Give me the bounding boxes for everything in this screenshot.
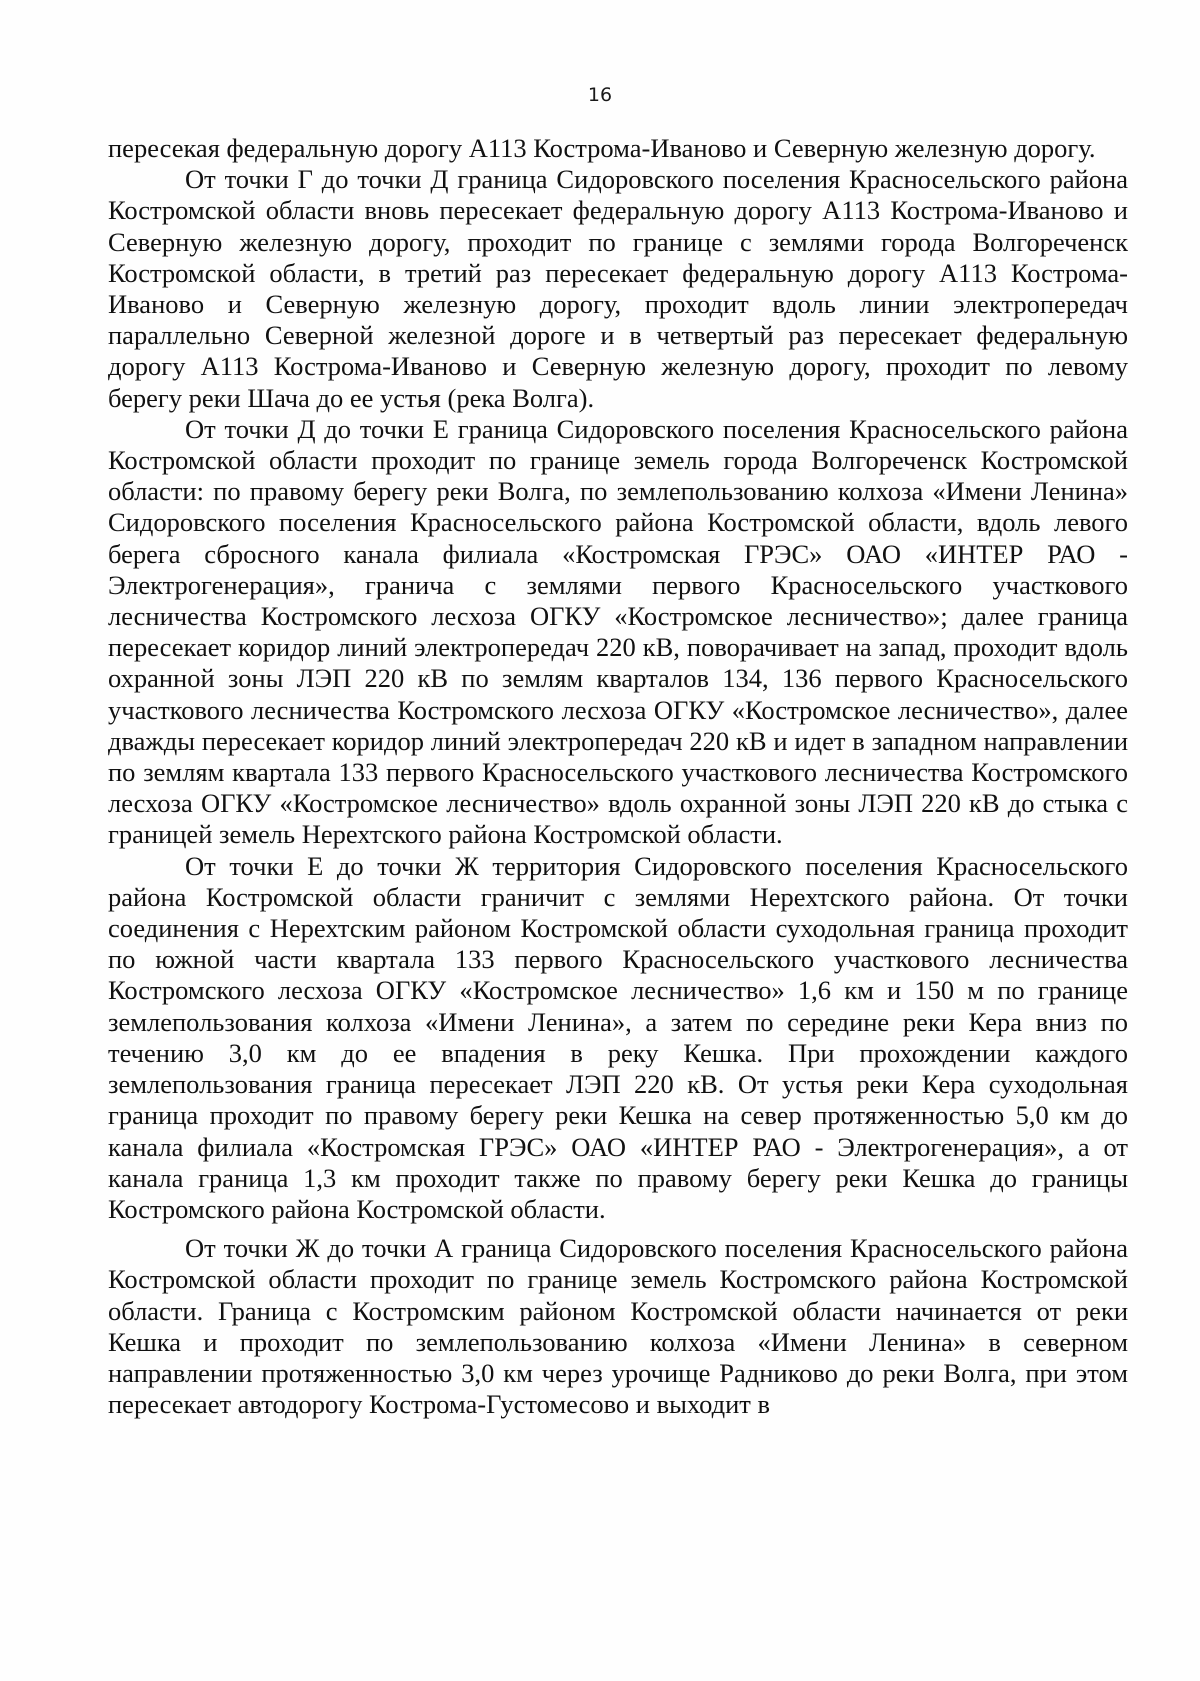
paragraph-d-to-e: От точки Д до точки Е граница Сидоровского поселения Красносельского района Костромской области проходит по границе земель города Волгореченск Костромской области: по правому берегу реки Волга, по землепользованию колхоза «Имени Ленина» Сидоровского поселения Красносельского района Костромской области, вдоль левого берега сбросного канала филиала «Костромская ГРЭС» ОАО «ИНТЕР РАО - Электрогенерация», гранича с землями первого Красносельского участкового лесничества Костромского лесхоза ОГКУ «Костромское лесничество»; далее граница пересекает коридор линий электропередач 220 кВ, поворачивает на запад, проходит вдоль охранной зоны ЛЭП 220 кВ по землям кварталов 134, 136 первого Красносельского участкового лесничества Костромского лесхоза ОГКУ «Костромское лесничество», далее дважды пересекает коридор линий электропередач 220 кВ и идет в западном направлении по землям квартала 133 первого Красносельского участкового лесничества Костромского лесхоза ОГКУ «Костромское лесничество» вдоль охранной зоны ЛЭП 220 кВ до стыка с границей земель Нерехтского района Костромской области. bbox=[108, 413, 1128, 850]
paragraph-continuation: пересекая федеральную дорогу А113 Кострома-Иваново и Северную железную дорогу. bbox=[108, 133, 1096, 163]
paragraph-e-to-zh: От точки Е до точки Ж территория Сидоровского поселения Красносельского района Костромской области граничит с землями Нерехтского района. От точки соединения с Нерехтским районом Костромской области суходольная граница проходит по южной части квартала 133 первого Красносельского участкового лесничества Костромского лесхоза ОГКУ «Костромское лесничество» 1,6 км и 150 м по границе землепользования колхоза «Имени Ленина», а затем по середине реки Кера вниз по течению 3,0 км до ее впадения в реку Кешка. При прохождении каждого землепользования граница пересекает ЛЭП 220 кВ. От устья реки Кера суходольная граница проходит по правому берегу реки Кешка на север протяженностью 5,0 км до канала филиала «Костромская ГРЭС» ОАО «ИНТЕР РАО - Электрогенерация», а от канала граница 1,3 км проходит также по правому берегу реки Кешка до границы Костромского района Костромской области. bbox=[108, 850, 1128, 1224]
page-number: 16 bbox=[587, 84, 613, 106]
paragraph-g-to-d: От точки Г до точки Д граница Сидоровского поселения Красносельского района Костромской области вновь пересекает федеральную дорогу А113 Кострома-Иваново и Северную железную дорогу, проходит по границе с землями города Волгореченск Костромской области, в третий раз пересекает федеральную дорогу А113 Кострома-Иваново и Северную железную дорогу, проходит вдоль линии электропередач параллельно Северной железной дороге и в четвертый раз пересекает федеральную дорогу А113 Кострома-Иваново и Северную железную дорогу, проходит по левому берегу реки Шача до ее устья (река Волга). bbox=[108, 164, 1128, 413]
document-body bbox=[108, 133, 1128, 1420]
paragraph-zh-to-a: От точки Ж до точки А граница Сидоровского поселения Красносельского района Костромской области проходит по границе земель Костромского района Костромской области. Граница с Костромским районом Костромской области начинается от реки Кешка и проходит по землепользованию колхоза «Имени Ленина» в северном направлении протяженностью 3,0 км через урочище Радниково до реки Волга, при этом пересекает автодорогу Кострома-Густомесово и выходит в bbox=[108, 1233, 1128, 1420]
